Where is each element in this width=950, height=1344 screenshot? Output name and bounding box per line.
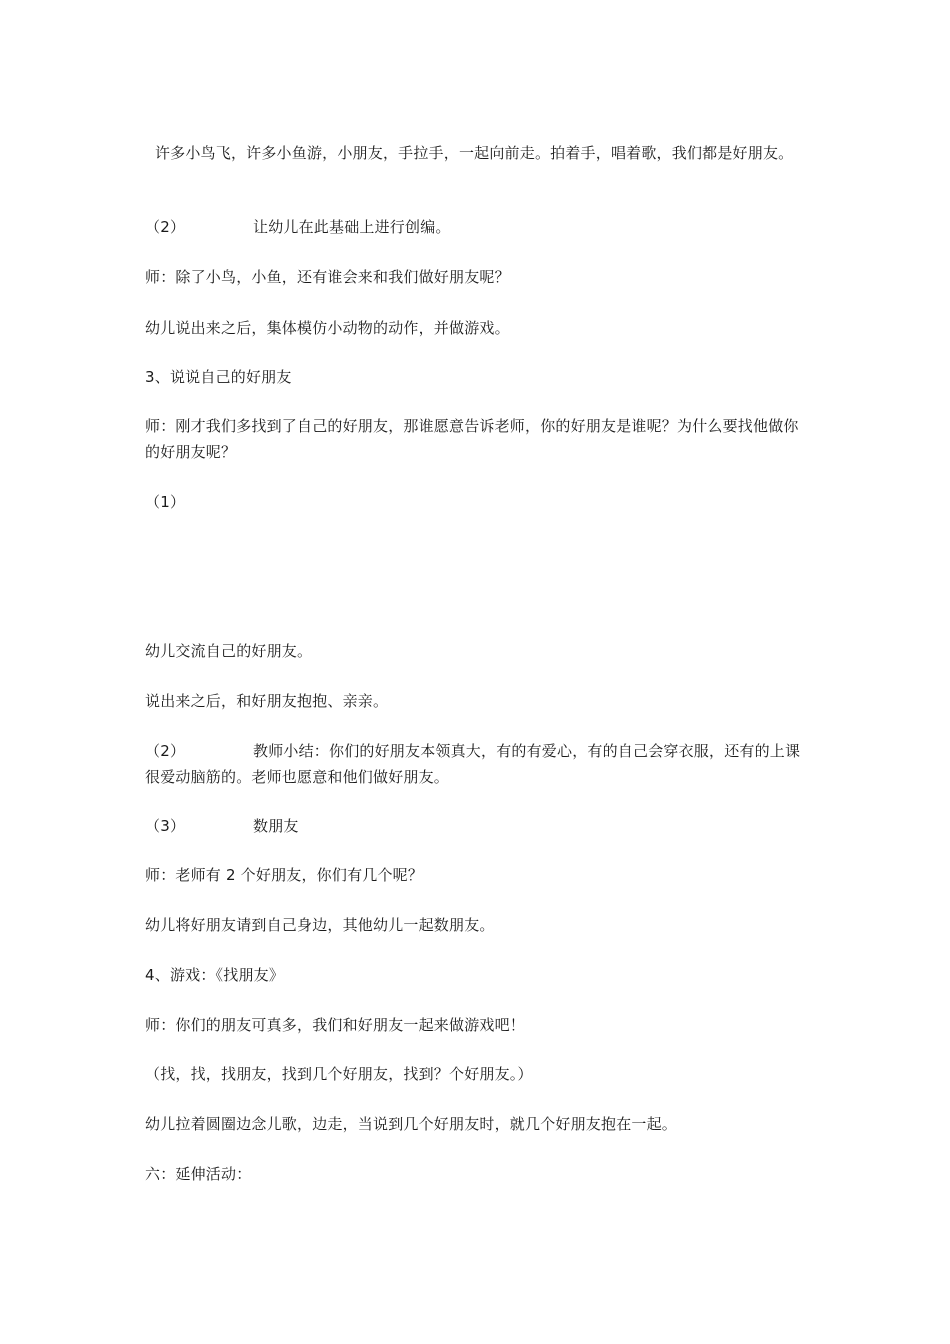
paragraph-teacher-summary <box>145 738 810 790</box>
paragraph-count-friends: 幼儿将好朋友请到自己身边，其他幼儿一起数朋友。 <box>145 916 495 934</box>
section-heading-3: 3、说说自己的好朋友 <box>145 368 292 386</box>
section-heading-6: 六：延伸活动： <box>145 1165 252 1183</box>
paragraph-game-rules: 幼儿拉着圆圈边念儿歌，边走，当说到几个好朋友时，就几个好朋友抱在一起。 <box>145 1115 678 1133</box>
paragraph-song-lyrics: 许多小鸟飞，许多小鱼游，小朋友，手拉手，一起向前走。拍着手，唱着歌，我们都是好朋友。 <box>145 144 794 162</box>
paragraph-teacher-question-2: 师：刚才我们多找到了自己的好朋友，那谁愿意告诉老师，你的好朋友是谁呢？为什么要找他做你的好朋友呢？ <box>145 417 799 461</box>
paragraph-step-3 <box>145 813 810 839</box>
step-text: 教师小结：你们的好朋友本领真大，有的有爱心，有的自己会穿衣服，还有的上课很爱动脑筋的。老师也愿意和他们做好朋友。 <box>145 742 801 786</box>
paragraph-children-share: 幼儿交流自己的好朋友。 <box>145 642 313 660</box>
paragraph-song-find-friends: （找，找，找朋友，找到几个好朋友，找到？个好朋友。） <box>145 1065 533 1083</box>
paragraph-teacher-question-3: 师：老师有 2 个好朋友，你们有几个呢？ <box>145 866 424 884</box>
paragraph-children-imitate: 幼儿说出来之后，集体模仿小动物的动作，并做游戏。 <box>145 319 510 337</box>
step-number: （3） <box>145 817 186 835</box>
paragraph-teacher-question-1: 师：除了小鸟，小鱼，还有谁会来和我们做好朋友呢？ <box>145 268 510 286</box>
paragraph-step-1: （1） <box>145 493 186 511</box>
paragraph-teacher-game: 师：你们的朋友可真多，我们和好朋友一起来做游戏吧！ <box>145 1016 526 1034</box>
section-heading-4: 4、游戏：《找朋友》 <box>145 966 285 984</box>
paragraph-step-2 <box>145 214 810 240</box>
step-text: 数朋友 <box>253 817 299 835</box>
paragraph-hug: 说出来之后，和好朋友抱抱、亲亲。 <box>145 692 389 710</box>
step-number: （2） <box>145 218 186 236</box>
step-text: 让幼儿在此基础上进行创编。 <box>253 218 451 236</box>
step-number: （2） <box>145 742 186 760</box>
